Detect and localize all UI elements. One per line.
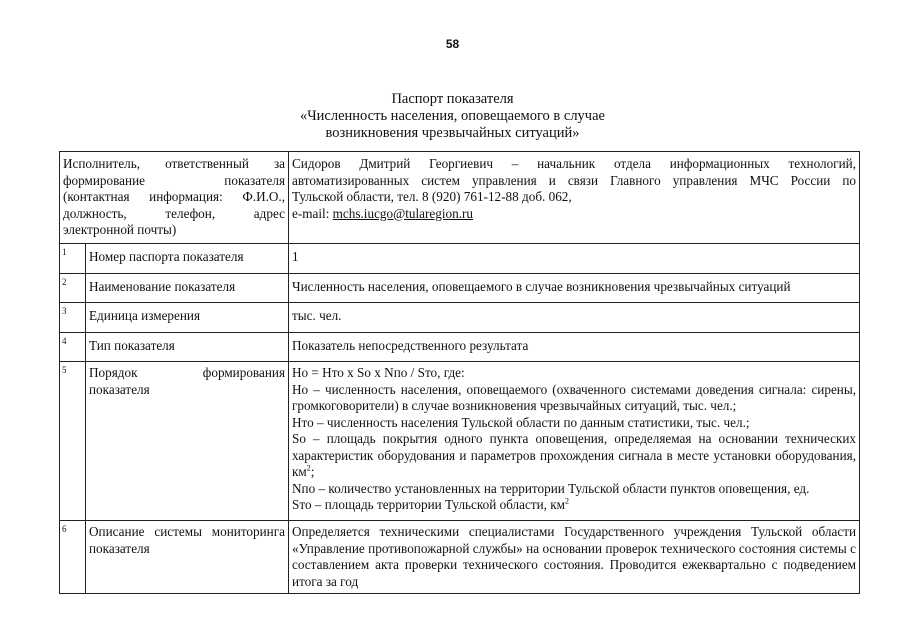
executor-label-cell xyxy=(60,152,289,244)
executor-label-line: (контактная информация: Ф.И.О., xyxy=(63,189,286,204)
row-label: Наименование показателя xyxy=(86,274,289,303)
row-value: Численность населения, оповещаемого в случае возникновения чрезвычайных ситуаций xyxy=(289,274,860,303)
formula: Но = Нто x So x Nпо / Sто, где: xyxy=(292,365,465,380)
table-row xyxy=(60,333,860,362)
definition-npo: Nпо – количество установленных на территории Тульской области пунктов оповещения, ед. xyxy=(292,480,810,496)
email-link[interactable]: mchs.iucgo@tularegion.ru xyxy=(332,205,473,221)
definition-so-end: ; xyxy=(310,464,315,479)
table-row xyxy=(60,303,860,333)
table-row-monitoring xyxy=(60,521,860,594)
row-label: Номер паспорта показателя xyxy=(86,244,289,274)
passport-table xyxy=(59,151,860,594)
row-number: 5 xyxy=(60,362,86,521)
definition-no: Но – численность населения, оповещаемого (охваченного системами доведения сигнала: сирены, громкоговорители) в случае возникновения чрезвычайных ситуаций, тыс. чел.; xyxy=(292,381,857,413)
row-label-line: показателя xyxy=(89,381,150,397)
executor-email-line xyxy=(292,206,856,223)
superscript: 2 xyxy=(565,496,570,506)
table-row-executor xyxy=(60,152,860,244)
row-label: Единица измерения xyxy=(86,303,289,333)
email-prefix: e-mail: xyxy=(292,205,333,221)
title-line-2: «Численность населения, оповещаемого в случае xyxy=(300,108,605,124)
monitoring-description: Определяется техническими специалистами Государственного учреждения Тульской области «Управление противопожарной службы» на основании проверок технического состояния системы с составлением акта проверки технического состояния. Проводится ежеквартально с подведением итога за год xyxy=(289,521,860,594)
row-label-line: показателя xyxy=(89,540,150,556)
definition-so xyxy=(292,431,856,481)
row-label: Тип показателя xyxy=(86,333,289,362)
definition-sto xyxy=(292,497,856,514)
superscript: 2 xyxy=(306,463,311,473)
table-row xyxy=(60,274,860,303)
definition-nto: Нто – численность населения Тульской области по данным статистики, тыс. чел.; xyxy=(292,414,750,430)
executor-label-line: формирование показателя xyxy=(63,172,286,188)
definition-so-text: So – площадь покрытия одного пункта оповещения, определяемая на основании технических характеристик оборудования и параметров прохождения сигнала в месте установки оборудования, км xyxy=(292,431,857,479)
document-title xyxy=(200,91,705,142)
row-value: тыс. чел. xyxy=(289,303,860,333)
row-value: 1 xyxy=(289,244,860,274)
definition-sto-text: Sто – площадь территории Тульской области, км xyxy=(292,497,566,512)
row-number: 1 xyxy=(60,244,86,274)
row-value: Показатель непосредственного результата xyxy=(289,333,860,362)
row-number: 6 xyxy=(60,521,86,594)
executor-label-line: Исполнитель, ответственный за xyxy=(63,156,286,171)
title-line-1: Паспорт показателя xyxy=(391,91,514,107)
row-number: 3 xyxy=(60,303,86,333)
row-number: 4 xyxy=(60,333,86,362)
table-row xyxy=(60,244,860,274)
row-number: 2 xyxy=(60,274,86,303)
executor-value-line: Сидоров Дмитрий Георгиевич – начальник отдела информационных технологий, xyxy=(292,156,857,171)
executor-value-line: автоматизированных систем управления и связи Главного управления МЧС России по xyxy=(292,172,857,188)
executor-value-cell xyxy=(289,152,860,244)
executor-label-line: электронной почты) xyxy=(63,222,177,237)
row-label xyxy=(86,521,289,594)
row-label-line: Описание системы мониторинга xyxy=(89,524,286,539)
row-label xyxy=(86,362,289,521)
table-row-formula xyxy=(60,362,860,521)
formula-cell xyxy=(289,362,860,521)
page-number: 58 xyxy=(445,37,460,51)
executor-value-line: Тульской области, тел. 8 (920) 761-12-88 доб. 062, xyxy=(292,189,572,204)
executor-label-line: должность, телефон, адрес xyxy=(63,205,286,221)
title-line-3: возникновения чрезвычайных ситуаций» xyxy=(325,125,580,141)
row-label-line: Порядок формирования xyxy=(89,365,286,380)
